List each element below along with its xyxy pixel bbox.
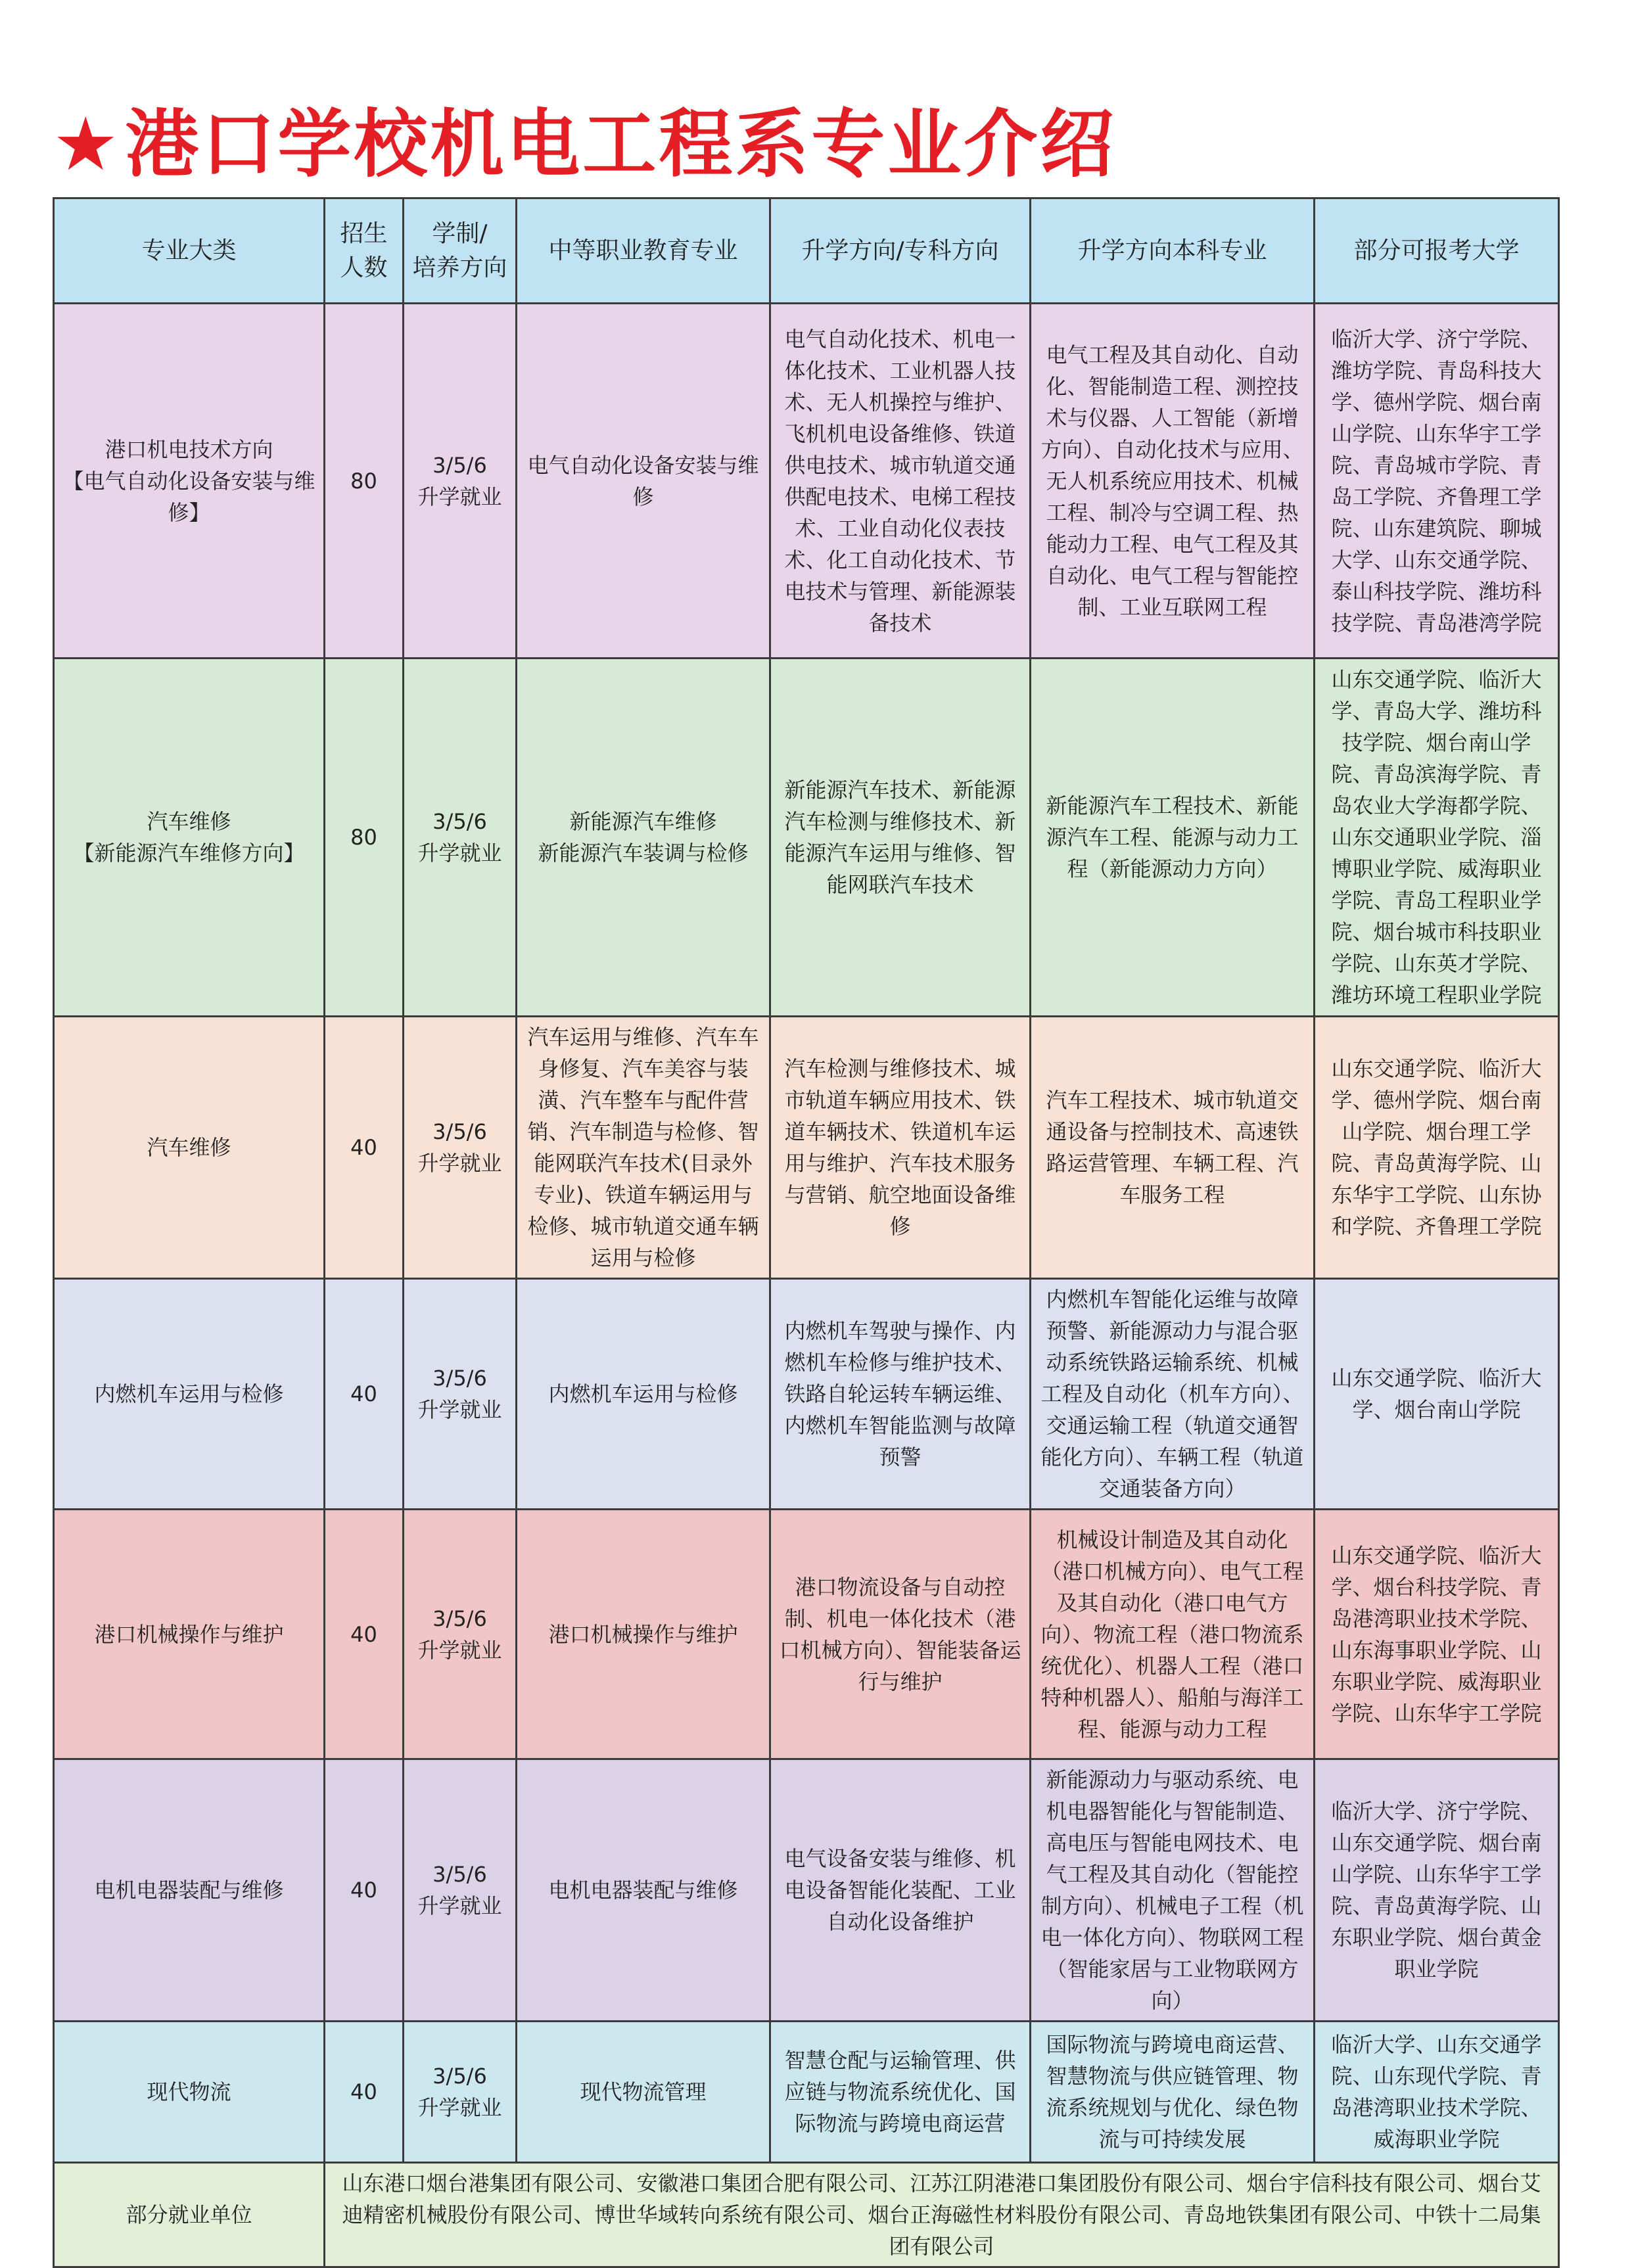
cell-category: 汽车维修 【新能源汽车维修方向】	[54, 659, 325, 1017]
cell-system: 3/5/6 升学就业	[404, 1510, 517, 1759]
cell-universities: 临沂大学、济宁学院、潍坊学院、青岛科技大学、德州学院、烟台南山学院、山东华宇工学院、青岛城市学院、青岛工学院、齐鲁理工学院、山东建筑院、聊城大学、山东交通学院、泰山科技学院、潍坊科技学院、青岛港湾学院	[1315, 304, 1559, 659]
cell-category: 港口机电技术方向 【电气自动化设备安装与维修】	[54, 304, 325, 659]
cell-enrollment: 80	[325, 659, 404, 1017]
cell-category: 港口机械操作与维护	[54, 1510, 325, 1759]
cell-enrollment: 40	[325, 2022, 404, 2163]
table-row	[54, 1279, 1559, 1510]
employers-row	[54, 2163, 1559, 2267]
cell-college-direction: 电气自动化技术、机电一体化技术、工业机器人技术、无人机操控与维护、飞机机电设备维修、铁道供电技术、城市轨道交通供配电技术、电梯工程技术、工业自动化仪表技术、化工自动化技术、节电技术与管理、新能源装备技术	[770, 304, 1031, 659]
cell-system: 3/5/6 升学就业	[404, 659, 517, 1017]
header-category: 专业大类	[54, 198, 325, 304]
cell-system: 3/5/6 升学就业	[404, 1017, 517, 1279]
cell-enrollment: 40	[325, 1759, 404, 2022]
cell-bachelor-major: 汽车工程技术、城市轨道交通设备与控制技术、高速铁路运营管理、车辆工程、汽车服务工程	[1031, 1017, 1315, 1279]
cell-category: 汽车维修	[54, 1017, 325, 1279]
table-row	[54, 659, 1559, 1017]
cell-bachelor-major: 新能源汽车工程技术、新能源汽车工程、能源与动力工程（新能源动力方向）	[1031, 659, 1315, 1017]
cell-secondary-major: 现代物流管理	[517, 2022, 770, 2163]
table-row	[54, 304, 1559, 659]
cell-secondary-major: 汽车运用与维修、汽车车身修复、汽车美容与装潢、汽车整车与配件营销、汽车制造与检修、智能网联汽车技术(目录外专业)、铁道车辆运用与检修、城市轨道交通车辆运用与检修	[517, 1017, 770, 1279]
cell-college-direction: 新能源汽车技术、新能源汽车检测与维修技术、新能源汽车运用与维修、智能网联汽车技术	[770, 659, 1031, 1017]
cell-bachelor-major: 电气工程及其自动化、自动化、智能制造工程、测控技术与仪器、人工智能（新增方向）、自动化技术与应用、无人机系统应用技术、机械工程、制冷与空调工程、热能动力工程、电气工程及其自动化、电气工程与智能控制、工业互联网工程	[1031, 304, 1315, 659]
cell-system: 3/5/6 升学就业	[404, 304, 517, 659]
table-row	[54, 1017, 1559, 1279]
cell-secondary-major: 新能源汽车维修 新能源汽车装调与检修	[517, 659, 770, 1017]
cell-category: 现代物流	[54, 2022, 325, 2163]
table-row	[54, 1510, 1559, 1759]
header-bachelor-major: 升学方向本科专业	[1031, 198, 1315, 304]
header-college-direction: 升学方向/专科方向	[770, 198, 1031, 304]
page-title	[53, 99, 1116, 191]
cell-college-direction: 港口物流设备与自动控制、机电一体化技术（港口机械方向）、智能装备运行与维护	[770, 1510, 1031, 1759]
cell-college-direction: 内燃机车驾驶与操作、内燃机车检修与维护技术、铁路自轮运转车辆运维、内燃机车智能监测与故障预警	[770, 1279, 1031, 1510]
cell-college-direction: 智慧仓配与运输管理、供应链与物流系统优化、国际物流与跨境电商运营	[770, 2022, 1031, 2163]
cell-universities: 山东交通学院、临沂大学、烟台南山学院	[1315, 1279, 1559, 1510]
header-universities: 部分可报考大学	[1315, 198, 1559, 304]
cell-enrollment: 40	[325, 1279, 404, 1510]
cell-secondary-major: 电机电器装配与维修	[517, 1759, 770, 2022]
cell-enrollment: 40	[325, 1510, 404, 1759]
cell-system: 3/5/6 升学就业	[404, 2022, 517, 2163]
cell-universities: 临沂大学、山东交通学院、山东现代学院、青岛港湾职业技术学院、威海职业学院	[1315, 2022, 1559, 2163]
cell-universities: 山东交通学院、临沂大学、青岛大学、潍坊科技学院、烟台南山学院、青岛滨海学院、青岛农业大学海都学院、山东交通职业学院、淄博职业学院、威海职业学院、青岛工程职业学院、烟台城市科技职业学院、山东英才学院、潍坊环境工程职业学院	[1315, 659, 1559, 1017]
cell-bachelor-major: 内燃机车智能化运维与故障预警、新能源动力与混合驱动系统铁路运输系统、机械工程及自动化（机车方向）、交通运输工程（轨道交通智能化方向）、车辆工程（轨道交通装备方向）	[1031, 1279, 1315, 1510]
cell-enrollment: 40	[325, 1017, 404, 1279]
header-secondary-major: 中等职业教育专业	[517, 198, 770, 304]
cell-universities: 山东交通学院、临沂大学、德州学院、烟台南山学院、烟台理工学院、青岛黄海学院、山东华宇工学院、山东协和学院、齐鲁理工学院	[1315, 1017, 1559, 1279]
employers-label: 部分就业单位	[54, 2163, 325, 2267]
employers-list: 山东港口烟台港集团有限公司、安徽港口集团合肥有限公司、江苏江阴港港口集团股份有限公司、烟台宇信科技有限公司、烟台艾迪精密机械股份有限公司、博世华域转向系统有限公司、烟台正海磁性材料股份有限公司、青岛地铁集团有限公司、中铁十二局集团有限公司	[325, 2163, 1559, 2267]
majors-table	[53, 197, 1560, 2268]
cell-secondary-major: 电气自动化设备安装与维修	[517, 304, 770, 659]
cell-category: 电机电器装配与维修	[54, 1759, 325, 2022]
star-icon: ★	[53, 102, 122, 187]
table-header-row	[54, 198, 1559, 304]
header-system: 学制/ 培养方向	[404, 198, 517, 304]
cell-system: 3/5/6 升学就业	[404, 1279, 517, 1510]
header-enrollment: 招生 人数	[325, 198, 404, 304]
cell-college-direction: 电气设备安装与维修、机电设备智能化装配、工业自动化设备维护	[770, 1759, 1031, 2022]
cell-system: 3/5/6 升学就业	[404, 1759, 517, 2022]
cell-bachelor-major: 新能源动力与驱动系统、电机电器智能化与智能制造、高电压与智能电网技术、电气工程及其自动化（智能控制方向）、机械电子工程（机电一体化方向）、物联网工程（智能家居与工业物联网方向）	[1031, 1759, 1315, 2022]
cell-secondary-major: 内燃机车运用与检修	[517, 1279, 770, 1510]
cell-bachelor-major: 机械设计制造及其自动化（港口机械方向）、电气工程及其自动化（港口电气方向）、物流工程（港口物流系统优化）、机器人工程（港口特种机器人）、船舶与海洋工程、能源与动力工程	[1031, 1510, 1315, 1759]
table-row	[54, 2022, 1559, 2163]
cell-universities: 临沂大学、济宁学院、山东交通学院、烟台南山学院、山东华宇工学院、青岛黄海学院、山东职业学院、烟台黄金职业学院	[1315, 1759, 1559, 2022]
cell-college-direction: 汽车检测与维修技术、城市轨道车辆应用技术、铁道车辆技术、铁道机车运用与维护、汽车技术服务与营销、航空地面设备维修	[770, 1017, 1031, 1279]
cell-secondary-major: 港口机械操作与维护	[517, 1510, 770, 1759]
page-title-text: 港口学校机电工程系专业介绍	[125, 102, 1117, 187]
cell-category: 内燃机车运用与检修	[54, 1279, 325, 1510]
table-row	[54, 1759, 1559, 2022]
cell-universities: 山东交通学院、临沂大学、烟台科技学院、青岛港湾职业技术学院、山东海事职业学院、山东职业学院、威海职业学院、山东华宇工学院	[1315, 1510, 1559, 1759]
cell-bachelor-major: 国际物流与跨境电商运营、智慧物流与供应链管理、物流系统规划与优化、绿色物流与可持续发展	[1031, 2022, 1315, 2163]
cell-enrollment: 80	[325, 304, 404, 659]
